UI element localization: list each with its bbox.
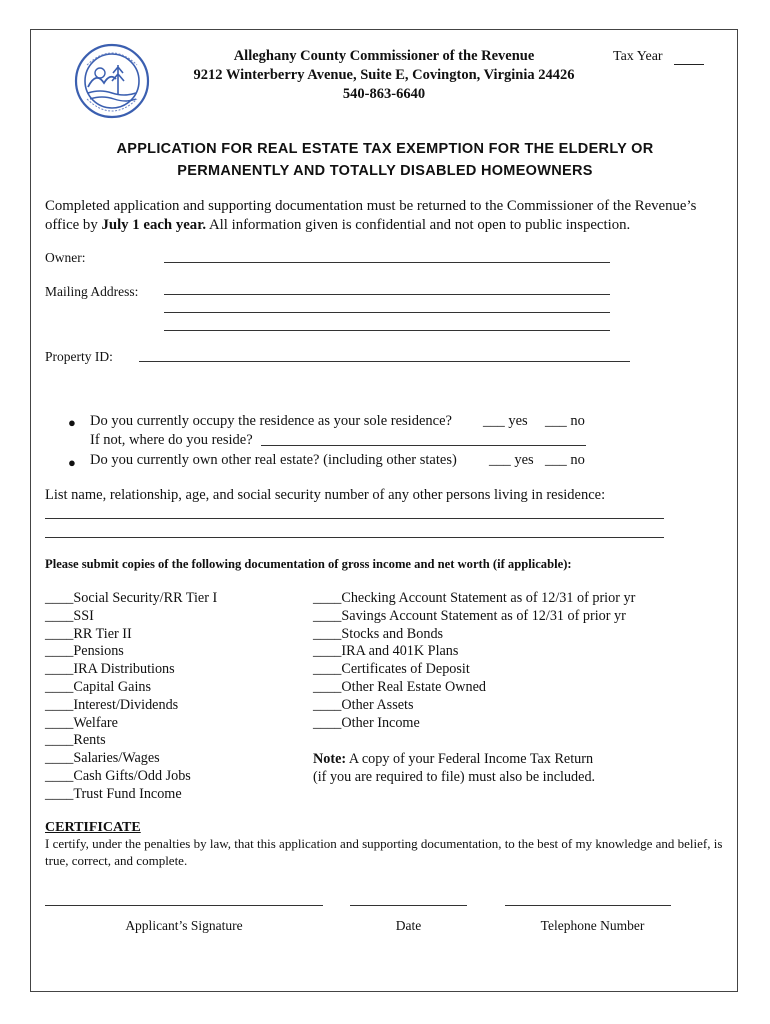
certificate-text: I certify, under the penalties by law, that this application and supporting documentation, to the best of my knowledge and belief, is true, correct, and complete. xyxy=(45,836,723,868)
form-title-line2: PERMANENTLY AND TOTALLY DISABLED HOMEOWNERS xyxy=(177,163,593,179)
income-item[interactable]: ____Rents xyxy=(45,732,106,749)
question-other-real-estate: Do you currently own other real estate? (including other states) xyxy=(90,452,457,468)
bullet-icon: ● xyxy=(68,415,76,430)
office-phone: 540-863-6640 xyxy=(342,86,426,102)
property-id-label: Property ID: xyxy=(45,349,113,364)
income-item[interactable]: ____Welfare xyxy=(45,714,118,731)
asset-item[interactable]: ____Other Real Estate Owned xyxy=(313,678,486,695)
income-documents-list xyxy=(45,590,217,804)
income-item[interactable]: ____Salaries/Wages xyxy=(45,750,160,767)
asset-documents-list xyxy=(313,590,635,732)
other-real-estate-yes[interactable]: ___ yes xyxy=(489,452,534,468)
tax-return-note xyxy=(313,751,595,787)
date-label: Date xyxy=(395,918,422,933)
asset-item[interactable]: ____Certificates of Deposit xyxy=(313,661,470,678)
asset-item[interactable]: ____Savings Account Statement as of 12/31 of prior yr xyxy=(313,607,626,624)
county-seal-logo xyxy=(74,43,150,119)
bullet-icon: ● xyxy=(68,455,76,470)
income-item[interactable]: ____Social Security/RR Tier I xyxy=(45,590,218,606)
note-line2: (if you are required to file) must also be included. xyxy=(313,768,596,785)
owner-label: Owner: xyxy=(45,250,86,265)
mailing-address-field-1[interactable] xyxy=(164,294,610,295)
intro-paragraph xyxy=(45,197,725,235)
question-sole-residence: Do you currently occupy the residence as your sole residence? xyxy=(90,413,452,429)
mailing-address-field-3[interactable] xyxy=(164,330,610,331)
where-reside-field[interactable] xyxy=(261,445,586,446)
form-title-line1: APPLICATION FOR REAL ESTATE TAX EXEMPTION FOR THE ELDERLY OR xyxy=(116,141,654,157)
office-header xyxy=(170,47,598,104)
note-line1: A copy of your Federal Income Tax Return xyxy=(346,751,594,767)
asset-item[interactable]: ____Stocks and Bonds xyxy=(313,625,444,642)
intro-deadline: July 1 each year. xyxy=(101,217,207,233)
property-id-field[interactable] xyxy=(139,361,630,362)
certificate-title: CERTIFICATE xyxy=(45,820,141,835)
question-where-reside: If not, where do you reside? xyxy=(90,432,253,448)
income-item[interactable]: ____IRA Distributions xyxy=(45,661,175,678)
other-persons-prompt: List name, relationship, age, and social security number of any other persons living in residence: xyxy=(45,487,606,503)
other-persons-field-1[interactable] xyxy=(45,518,664,519)
mailing-address-label: Mailing Address: xyxy=(45,284,139,299)
income-item[interactable]: ____Trust Fund Income xyxy=(45,785,182,802)
asset-item[interactable]: ____IRA and 401K Plans xyxy=(313,643,459,660)
mailing-address-field-2[interactable] xyxy=(164,312,610,313)
asset-item[interactable]: ____Other Assets xyxy=(313,696,414,713)
income-item[interactable]: ____Capital Gains xyxy=(45,678,151,695)
office-address: 9212 Winterberry Avenue, Suite E, Covington, Virginia 24426 xyxy=(193,67,575,83)
other-persons-field-2[interactable] xyxy=(45,537,664,538)
form-title xyxy=(40,138,730,182)
asset-item[interactable]: ____Checking Account Statement as of 12/31 of prior yr xyxy=(313,590,636,606)
telephone-label: Telephone Number xyxy=(540,918,645,933)
documentation-heading: Please submit copies of the following documentation of gross income and net worth (if applicable): xyxy=(45,557,572,571)
income-item[interactable]: ____Interest/Dividends xyxy=(45,696,179,713)
other-real-estate-no[interactable]: ___ no xyxy=(545,452,585,468)
sole-residence-yes[interactable]: ___ yes xyxy=(483,413,528,429)
income-item[interactable]: ____Pensions xyxy=(45,643,124,660)
intro-text: Completed application and supporting documentation must be returned to the Commissioner of the Revenue’s office by xyxy=(45,198,697,233)
sole-residence-no[interactable]: ___ no xyxy=(545,413,585,429)
applicant-signature-field[interactable] xyxy=(45,905,323,906)
intro-confidential: All information given is confidential and not open to public inspection. xyxy=(206,217,631,233)
date-field[interactable] xyxy=(350,905,467,906)
owner-field[interactable] xyxy=(164,262,610,263)
asset-item[interactable]: ____Other Income xyxy=(313,714,420,731)
income-item[interactable]: ____SSI xyxy=(45,607,94,624)
applicant-signature-label: Applicant’s Signature xyxy=(125,918,243,933)
note-label: Note: xyxy=(313,751,347,767)
tax-year-label: Tax Year xyxy=(613,49,663,64)
tax-year-field[interactable] xyxy=(674,64,704,65)
income-item[interactable]: ____RR Tier II xyxy=(45,625,132,642)
office-name: Alleghany County Commissioner of the Revenue xyxy=(233,48,535,64)
income-item[interactable]: ____Cash Gifts/Odd Jobs xyxy=(45,767,191,784)
telephone-field[interactable] xyxy=(505,905,671,906)
